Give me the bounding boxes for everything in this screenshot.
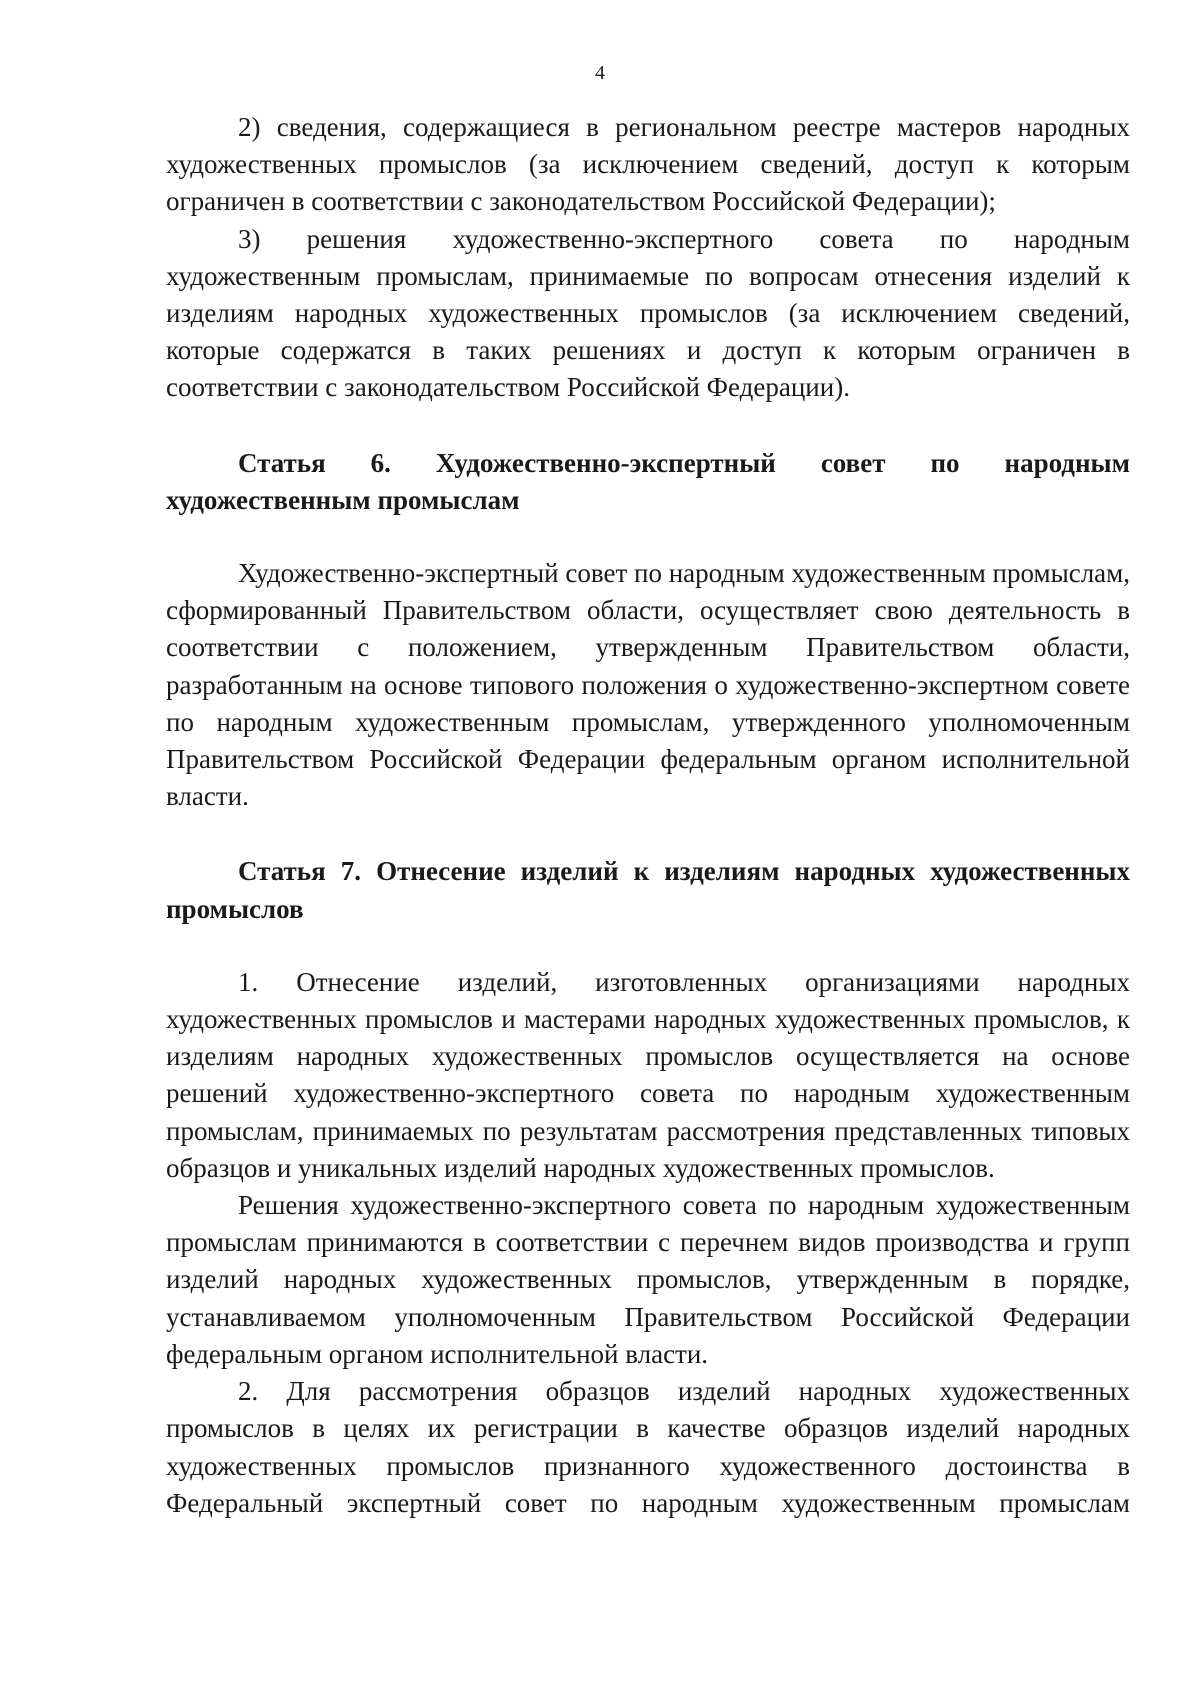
list-item-2: 2) сведения, содержащиеся в региональном реестре мастеров народных художественных промыслов (за исключением сведений, доступ к которым ограничен в соответствии с законодательством Российской Федерации); <box>166 112 1130 217</box>
list-item-3: 3) решения художественно-экспертного совета по народным художественным промыслам, принимаемые по вопросам отнесения изделий к изделиям народных художественных промыслов (за исключением сведений, которые содержатся в таких решениях и доступ к которым ограничен в соответствии с законодательством Российской Федерации). <box>166 223 1130 403</box>
article-7-paragraph-1: 1. Отнесение изделий, изготовленных организациями народных художественных промыслов и мастерами народных художественных промыслов, к изделиям народных художественных промыслов осуществляется на основе решений художественно-экспертного совета по народным художественным промыслам, принимаемых по результатам рассмотрения представленных типовых образцов и уникальных изделий народных художественных промыслов. <box>166 966 1130 1183</box>
page-number: 4 <box>595 62 605 84</box>
article-6-heading: Статья 6. Художественно-экспертный совет по народным художественным промыслам <box>166 447 1130 515</box>
document-page <box>166 62 1130 1522</box>
article-6-body: Художественно-экспертный совет по народным художественным промыслам, сформированный Правительством области, осуществляет свою деятельность в соответствии с положением, утвержденным Правительством области, разработанным на основе типового положения о художественно-экспертном совете по народным художественным промыслам, утвержденного уполномоченным Правительством Российской Федерации федеральным органом исполнительной власти. <box>166 558 1130 812</box>
article-7-paragraph-3: 2. Для рассмотрения образцов изделий народных художественных промыслов в целях их регистрации в качестве образцов изделий народных художественных промыслов признанного художественного достоинства в Федеральный экспертный совет по народным художественным промыслам <box>166 1376 1130 1518</box>
article-7-heading: Статья 7. Отнесение изделий к изделиям народных художественных промыслов <box>166 856 1130 924</box>
article-7-paragraph-2: Решения художественно-экспертного совета по народным художественным промыслам принимаются в соответствии с перечнем видов производства и групп изделий народных художественных промыслов, утвержденным в порядке, устанавливаемом уполномоченным Правительством Российской Федерации федеральным органом исполнительной власти. <box>166 1190 1130 1369</box>
